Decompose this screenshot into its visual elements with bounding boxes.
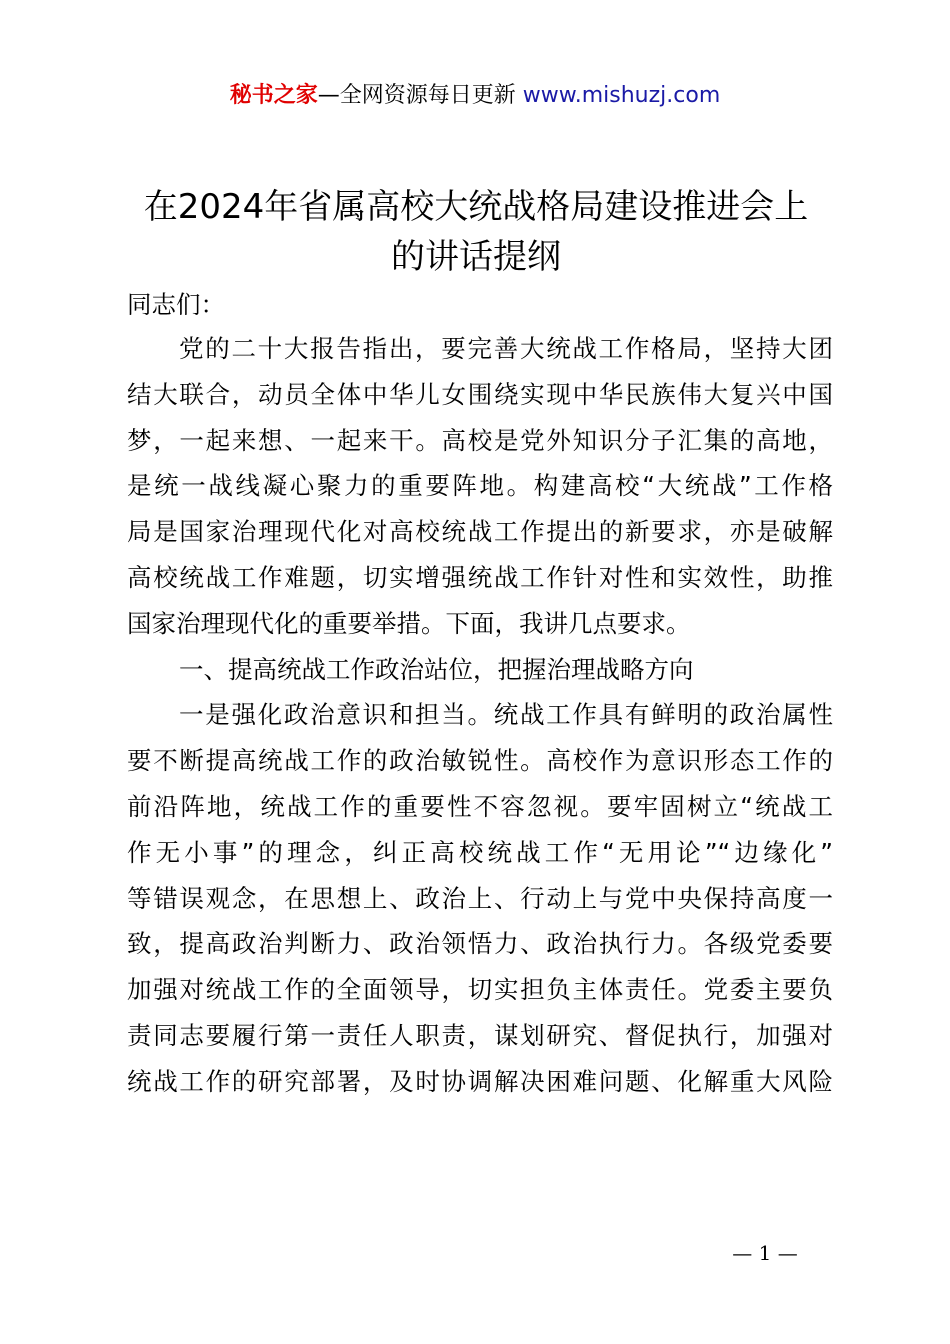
text-line: 加强对统战工作的全面领导，切实担负主体责任。党委主要负 — [127, 975, 833, 1005]
paragraph-introduction — [127, 326, 833, 647]
text-line: 梦，一起来想、一起来干。高校是党外知识分子汇集的高地， — [127, 425, 833, 455]
text-line: 是统一战线凝心聚力的重要阵地。构建高校“大统战”工作格 — [127, 471, 833, 501]
text-line: 统战工作的研究部署，及时协调解决困难问题、化解重大风险 — [127, 1066, 833, 1096]
section-heading — [127, 647, 833, 693]
paragraph-point-one — [127, 692, 833, 1104]
salutation: 同志们： — [127, 290, 225, 319]
text-line: 前沿阵地，统战工作的重要性不容忽视。要牢固树立“统战工 — [127, 791, 833, 821]
page-number: — 1 — — [732, 1241, 798, 1265]
site-header — [0, 80, 950, 112]
text-line: 要不断提高统战工作的政治敏锐性。高校作为意识形态工作的 — [127, 746, 833, 776]
text-line: 结大联合，动员全体中华儿女围绕实现中华民族伟大复兴中国 — [127, 379, 833, 409]
text-line: 一是强化政治意识和担当。统战工作具有鲜明的政治属性 — [179, 700, 833, 730]
title-line: 的讲话提纲 — [391, 237, 561, 277]
text-line: 责同志要履行第一责任人职责，谋划研究、督促执行，加强对 — [127, 1020, 833, 1050]
header-tagline: —全网资源每日更新 — [317, 83, 516, 108]
title-line: 在2024年省属高校大统战格局建设推进会上 — [143, 187, 809, 227]
site-url-link[interactable]: www.mishuzj.com — [522, 83, 721, 108]
text-line: 党的二十大报告指出，要完善大统战工作格局，坚持大团 — [179, 334, 833, 363]
text-line: 国家治理现代化的重要举措。下面，我讲几点要求。 — [127, 608, 691, 638]
text-line: 局是国家治理现代化对高校统战工作提出的新要求，亦是破解 — [127, 517, 833, 547]
text-line: 高校统战工作难题，切实增强统战工作针对性和实效性，助推 — [127, 562, 833, 592]
text-line: 等错误观念，在思想上、政治上、行动上与党中央保持高度一 — [127, 883, 833, 913]
text-line: 作无小事”的理念，纠正高校统战工作“无用论”“边缘化” — [127, 837, 833, 867]
document-body — [127, 284, 833, 1105]
brand-name: 秘书之家 — [229, 83, 318, 108]
text-line: 致，提高政治判断力、政治领悟力、政治执行力。各级党委要 — [127, 929, 833, 959]
section-heading-text: 一、提高统战工作政治站位，把握治理战略方向 — [179, 654, 694, 684]
document-title — [120, 182, 832, 282]
